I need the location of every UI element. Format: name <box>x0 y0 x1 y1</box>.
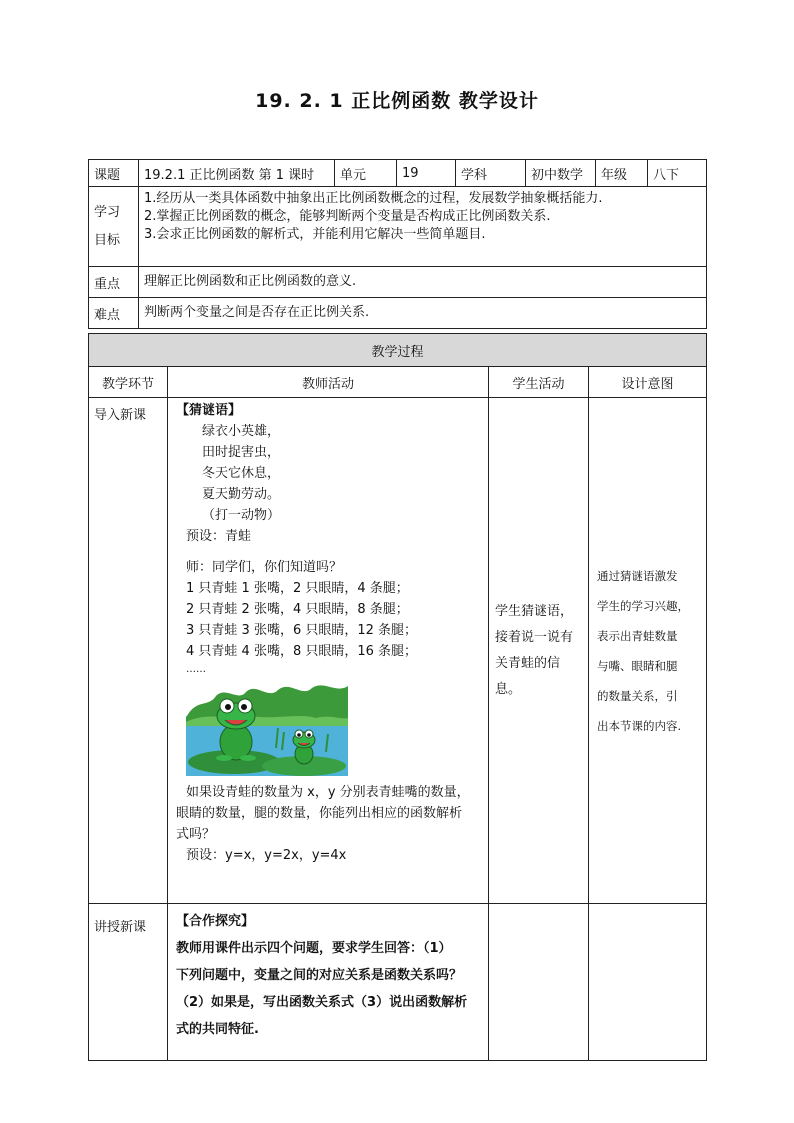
function-question: 如果设青蛙的数量为 x，y 分别表青蛙嘴的数量， <box>186 785 470 800</box>
riddle-line: 田时捉害虫， <box>202 445 281 460</box>
student-activity-intro <box>489 398 589 904</box>
ellipsis: …… <box>186 664 206 675</box>
riddle-line: （打一动物） <box>202 508 281 523</box>
function-question: 式吗？ <box>176 827 216 842</box>
teacher-activity-intro <box>168 398 489 904</box>
frog-illustration <box>176 678 484 782</box>
riddle-line: 绿衣小英雄， <box>202 424 281 439</box>
teacher-activity-teach <box>168 904 489 1061</box>
label-topic: 课题 <box>89 160 139 187</box>
header-teacher: 教师活动 <box>168 367 489 398</box>
frog-line: 3 只青蛙 3 张嘴，6 只眼睛，12 条腿； <box>186 623 418 638</box>
process-title: 教学过程 <box>89 334 707 367</box>
riddle-line: 冬天它休息， <box>202 466 281 481</box>
preset-formula: 预设：y=x，y=2x，y=4x <box>186 848 347 863</box>
page-title: 19. 2. 1 正比例函数 教学设计 <box>255 90 539 112</box>
goal-item: 3.会求正比例函数的解析式，并能利用它解决一些简单题目. <box>144 227 486 242</box>
label-unit: 单元 <box>335 160 397 187</box>
label-goals-line2: 目标 <box>94 232 121 248</box>
frog-line: 4 只青蛙 4 张嘴，8 只眼睛，16 条腿； <box>186 644 418 659</box>
riddle-heading: 【猜谜语】 <box>176 403 242 418</box>
unit-value: 19 <box>397 160 456 187</box>
goal-item: 1.经历从一类具体函数中抽象出正比例函数概念的过程，发展数学抽象概括能力. <box>144 191 603 206</box>
intent-line: 与嘴、眼睛和腿 <box>597 658 678 673</box>
topic-value: 19.2.1 正比例函数 第 1 课时 <box>139 160 335 187</box>
header-student: 学生活动 <box>489 367 589 398</box>
label-goals <box>89 187 139 267</box>
coop-line: 教师用课件出示四个问题，要求学生回答：（1） <box>176 941 452 956</box>
stage-teach: 讲授新课 <box>89 904 168 1061</box>
goal-item: 2.掌握正比例函数的概念，能够判断两个变量是否构成正比例函数关系. <box>144 209 551 224</box>
coop-line: 下列问题中，变量之间的对应关系是函数关系吗？ <box>176 968 463 983</box>
process-table <box>88 333 707 1061</box>
stage-intro: 导入新课 <box>89 398 168 904</box>
student-line: 接着说一说有 <box>495 629 574 645</box>
riddle-line: 夏天勤劳动。 <box>202 487 281 502</box>
label-subject: 学科 <box>456 160 526 187</box>
label-difficult: 难点 <box>89 298 139 329</box>
design-intent-teach <box>589 904 707 1061</box>
student-line: 关青蛙的信息。 <box>495 655 561 697</box>
frog-line: 2 只青蛙 2 张嘴，4 只眼睛，8 条腿； <box>186 602 409 617</box>
intent-line: 学生的学习兴趣， <box>597 598 689 613</box>
function-question: 眼睛的数量，腿的数量，你能列出相应的函数解析 <box>176 806 463 821</box>
intent-line: 出本节课的内容. <box>597 718 682 733</box>
student-line: 学生猜谜语， <box>495 603 574 619</box>
preset-answer: 预设：青蛙 <box>186 529 252 544</box>
intent-line: 通过猜谜语激发 <box>597 568 678 583</box>
header-stage: 教学环节 <box>89 367 168 398</box>
label-key: 重点 <box>89 267 139 298</box>
teacher-question: 师：同学们，你们知道吗？ <box>186 560 343 575</box>
frog-line: 1 只青蛙 1 张嘴，2 只眼睛，4 条腿； <box>186 581 409 596</box>
goals-cell <box>139 187 707 267</box>
label-goals-line1: 学习 <box>94 204 121 220</box>
frog-image <box>186 678 348 776</box>
subject-value: 初中数学 <box>526 160 596 187</box>
coop-heading: 【合作探究】 <box>176 914 255 929</box>
key-point: 理解正比例函数和正比例函数的意义. <box>139 267 707 298</box>
student-activity-teach <box>489 904 589 1061</box>
header-intent: 设计意图 <box>589 367 707 398</box>
design-intent-intro <box>589 398 707 904</box>
intent-line: 表示出青蛙数量 <box>597 628 678 643</box>
lesson-info-table <box>88 159 707 329</box>
label-grade: 年级 <box>596 160 648 187</box>
grade-value: 八下 <box>648 160 707 187</box>
coop-line: （2）如果是，写出函数关系式（3）说出函数解析 <box>176 995 468 1010</box>
difficult-point: 判断两个变量之间是否存在正比例关系. <box>139 298 707 329</box>
intent-line: 的数量关系，引 <box>597 688 678 703</box>
coop-line: 式的共同特征. <box>176 1022 259 1037</box>
